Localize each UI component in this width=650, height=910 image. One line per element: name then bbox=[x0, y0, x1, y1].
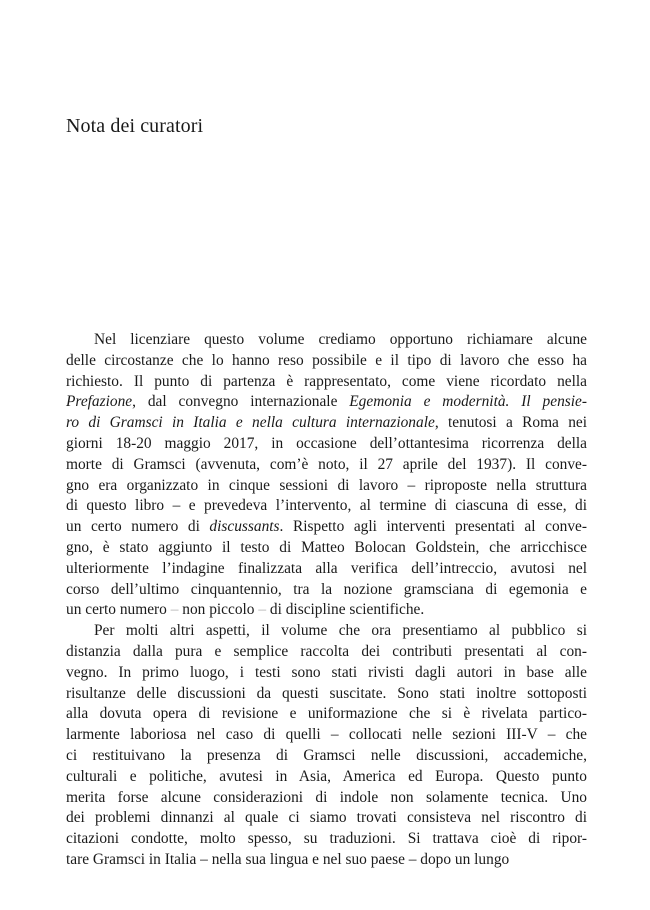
text-line bbox=[66, 517, 587, 538]
text-line bbox=[66, 559, 587, 580]
text-run: ulteriormente l’indagine finalizzata alla verifica dell’intreccio, avutosi nel bbox=[66, 559, 587, 577]
text-run: delle circostanze che lo hanno reso possibile e il tipo di lavoro che esso ha bbox=[66, 351, 587, 369]
text-run: un certo numero di bbox=[66, 518, 210, 536]
text-line bbox=[66, 725, 587, 746]
text-line bbox=[66, 455, 587, 476]
text-line bbox=[66, 746, 587, 767]
text-run: ci restituivano la presenza di Gramsci nelle discussioni, accademiche, bbox=[66, 746, 587, 764]
text-line bbox=[66, 829, 587, 850]
text-line bbox=[66, 704, 587, 725]
text-run: culturali e politiche, avutesi in Asia, America ed Europa. Questo punto bbox=[66, 767, 587, 785]
text-run: citazioni condotte, molto spesso, su traduzioni. Si trattava cioè di ripor- bbox=[66, 830, 587, 848]
text-run: gno, è stato aggiunto il testo di Matteo Bolocan Goldstein, che arricchisce bbox=[66, 538, 587, 556]
text-run: tare Gramsci in Italia – nella sua lingua e nel suo paese – dopo un lungo bbox=[66, 850, 510, 868]
text-run: vegno. In primo luogo, i testi sono stati rivisti dagli autori in base alle bbox=[66, 663, 587, 681]
text-line bbox=[66, 392, 587, 413]
text-line bbox=[66, 808, 587, 829]
text-line bbox=[66, 538, 587, 559]
text-run: distanzia dalla pura e semplice raccolta dei contributi presentati al con- bbox=[66, 642, 587, 660]
text-line bbox=[66, 351, 587, 372]
text-line bbox=[66, 767, 587, 788]
italic-text-run: ro di Gramsci in Italia e nella cultura internazionale bbox=[66, 414, 435, 432]
text-run: merita forse alcune considerazioni di indole non solamente tecnica. Uno bbox=[66, 788, 587, 806]
text-run: non piccolo bbox=[178, 601, 259, 619]
text-run: Nel licenziare questo volume crediamo opportuno richiamare alcune bbox=[94, 331, 587, 348]
paragraph-2 bbox=[66, 621, 587, 871]
text-line bbox=[66, 850, 587, 871]
body-text bbox=[66, 330, 587, 871]
text-run: alla dovuta opera di revisione e uniformazione che si è rivelata partico- bbox=[66, 705, 587, 723]
text-run: corso dell’ultimo cinquantennio, tra la nozione gramsciana di egemonia e bbox=[66, 580, 587, 598]
faded-dash: – bbox=[258, 601, 267, 619]
text-run: giorni 18-20 maggio 2017, in occasione dell’ottantesima ricorrenza della bbox=[66, 434, 587, 452]
text-line bbox=[66, 434, 587, 455]
text-run: dei problemi dinnanzi al quale ci siamo trovati consisteva nel riscontro di bbox=[66, 809, 587, 827]
italic-text-run: Egemonia e modernità. Il pensie- bbox=[349, 393, 587, 411]
faded-dash: – bbox=[170, 601, 179, 619]
text-run: risultanze delle discussioni da questi suscitate. Sono stati inoltre sottoposti bbox=[66, 684, 587, 702]
text-line bbox=[66, 621, 587, 642]
text-line bbox=[66, 372, 587, 393]
paragraph-1 bbox=[66, 330, 587, 621]
text-run: di discipline scientifiche. bbox=[266, 601, 425, 619]
text-line bbox=[66, 476, 587, 497]
text-run: un certo numero bbox=[66, 601, 171, 619]
text-line bbox=[66, 330, 587, 351]
text-run: morte di Gramsci (avvenuta, com’è noto, il 27 aprile del 1937). Il conve- bbox=[66, 455, 587, 473]
text-line bbox=[66, 788, 587, 809]
text-line bbox=[66, 413, 587, 434]
text-line bbox=[66, 600, 587, 621]
italic-text-run: Prefazione bbox=[66, 393, 133, 411]
text-run: gno era organizzato in cinque sessioni di lavoro – riproposte nella struttura bbox=[66, 476, 587, 494]
text-run: , tenutosi a Roma nei bbox=[434, 414, 587, 432]
text-line bbox=[66, 496, 587, 517]
text-run: di questo libro – e prevedeva l’intervento, al termine di ciascuna di esse, di bbox=[66, 497, 587, 515]
italic-text-run: discussants bbox=[209, 518, 280, 536]
text-line bbox=[66, 642, 587, 663]
text-run: richiesto. Il punto di partenza è rappresentato, come viene ricordato nella bbox=[66, 372, 587, 390]
text-run: . Rispetto agli interventi presentati al conve- bbox=[279, 518, 587, 536]
text-run: larmente laboriosa nel caso di quelli – collocati nelle sezioni III-V – che bbox=[66, 726, 587, 744]
text-run: , dal convegno internazionale bbox=[132, 393, 350, 411]
page-title: Nota dei curatori bbox=[66, 115, 204, 137]
text-run: Per molti altri aspetti, il volume che ora presentiamo al pubblico si bbox=[94, 622, 587, 640]
text-line bbox=[66, 684, 587, 705]
text-line bbox=[66, 663, 587, 684]
text-line bbox=[66, 580, 587, 601]
